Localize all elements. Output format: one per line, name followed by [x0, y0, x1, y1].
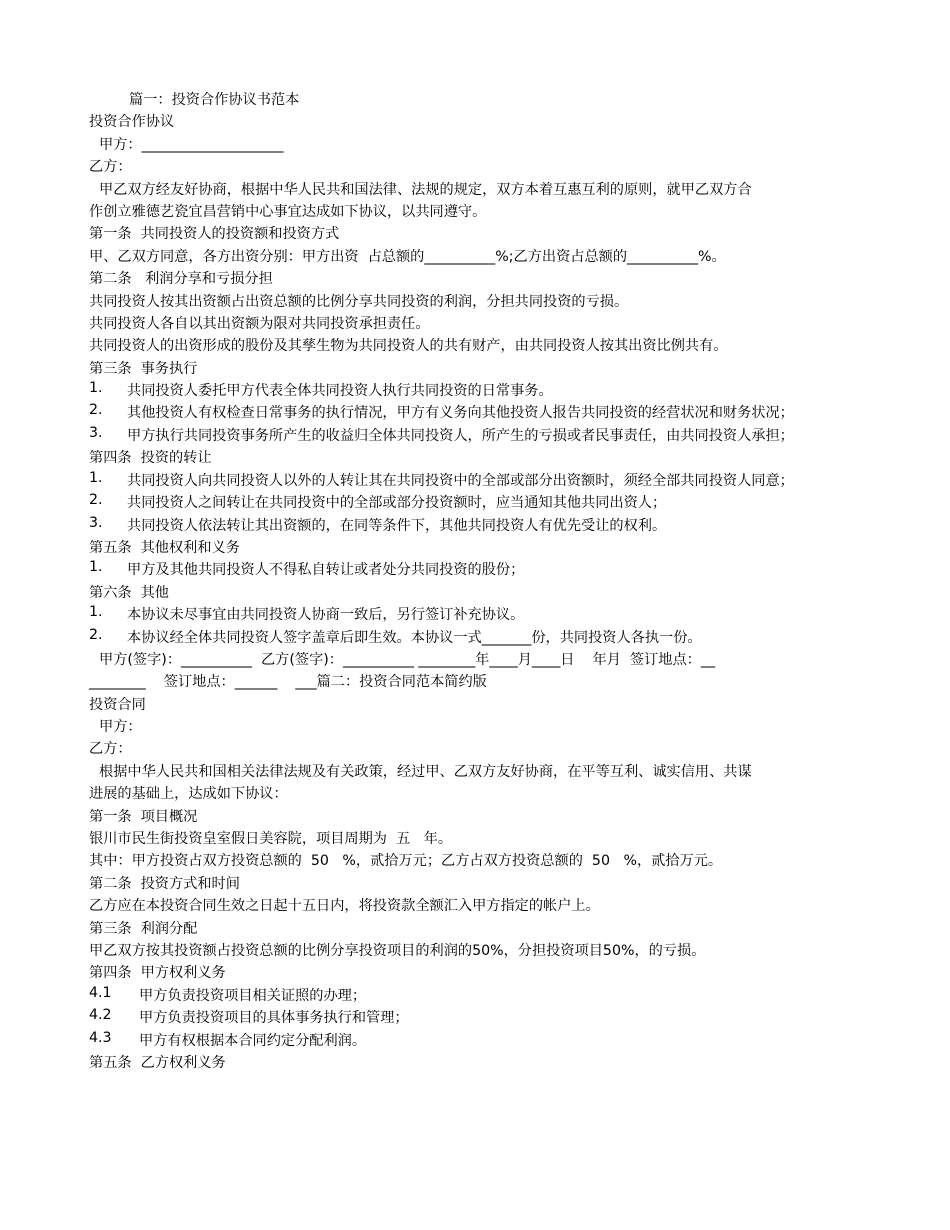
- clause-1-paragraph: 银川市民生街投资皇室假日美容院，项目周期为 五 年。: [89, 831, 453, 848]
- list-item-text: 甲方负责投资项目相关证照的办理；: [139, 987, 367, 1004]
- list-item: [89, 515, 870, 537]
- document-title: 篇一：投资合作协议书范本: [129, 92, 300, 108]
- clause-2-title: 第二条 投资方式和时间: [89, 875, 240, 892]
- list-item-text: 甲方执行共同投资事务所产生的收益归全体共同投资人，所产生的亏损或者民事责任，由共同投资人承担；: [127, 427, 794, 444]
- list-item-text: 共同投资人委托甲方代表全体共同投资人执行共同投资的日常事务。: [127, 383, 553, 400]
- article-6-title: 第六条 其他: [89, 584, 169, 601]
- article-2-title: 第二条 利润分享和亏损分担: [89, 271, 273, 288]
- clause-1-paragraph: 其中：甲方投资占双方投资总额的 50 %，贰拾万元；乙方占双方投资总额的 50 %，贰拾万元。: [89, 853, 723, 870]
- list-item: [89, 380, 870, 402]
- list-item-number: 1.: [89, 469, 103, 486]
- list-item: [89, 402, 870, 424]
- list-item-text: 共同投资人依法转让其出资额的，在同等条件下，其他共同投资人有优先受让的权利。: [127, 517, 667, 534]
- party-a-line: 甲方：____________________: [99, 136, 284, 153]
- clause-3-title: 第三条 利润分配: [89, 920, 198, 937]
- list-item-text: 本协议未尽事宜由共同投资人协商一致后，另行签订补充协议。: [127, 607, 525, 624]
- intro-paragraph-line-2: 作创立雅德艺瓷宜昌营销中心事宜达成如下协议，以共同遵守。: [89, 203, 487, 220]
- article-2-paragraph: 共同投资人的出资形成的股份及其孳生物为共同投资人的共有财产，由共同投资人按其出资比例共有。: [89, 338, 728, 355]
- contract-intro-line-2: 进展的基础上，达成如下协议：: [89, 786, 288, 803]
- article-5-title: 第五条 其他权利和义务: [89, 539, 240, 556]
- list-item: [89, 470, 870, 492]
- list-item: [89, 559, 870, 581]
- list-item-number: 4.2: [89, 1007, 112, 1024]
- list-item: [89, 425, 870, 447]
- list-item-number: 4.1: [89, 984, 112, 1001]
- list-item: [89, 1030, 870, 1052]
- list-item-text: 其他投资人有权检查日常事务的执行情况，甲方有义务向其他投资人报告共同投资的经营状况和财务状况；: [127, 405, 794, 422]
- list-item-text: 甲方及其他共同投资人不得私自转让或者处分共同投资的股份；: [127, 562, 525, 579]
- list-item-number: 1.: [89, 604, 103, 621]
- article-1-title: 第一条 共同投资人的投资额和投资方式: [89, 226, 340, 243]
- clause-5-title: 第五条 乙方权利义务: [89, 1054, 226, 1071]
- list-item-text: 共同投资人向共同投资人以外的人转让其在共同投资中的全部或部分出资额时，须经全部共同投资人同意；: [127, 472, 794, 489]
- list-item: [89, 604, 870, 626]
- party-b-line: 乙方：: [89, 159, 132, 176]
- clause-1-title: 第一条 项目概况: [89, 808, 198, 825]
- list-item: [89, 492, 870, 514]
- list-item-number: 3.: [89, 514, 103, 531]
- article-2-paragraph: 共同投资人按其出资额占出资总额的比例分享共同投资的利润，分担共同投资的亏损。: [89, 293, 629, 310]
- clause-4-title: 第四条 甲方权利义务: [89, 965, 226, 982]
- list-item-number: 2.: [89, 402, 103, 419]
- list-item-number: 3.: [89, 424, 103, 441]
- intro-paragraph-line-1: 甲乙双方经友好协商，根据中华人民共和国法律、法规的规定，双方本着互惠互利的原则，就甲乙双方合: [99, 181, 752, 198]
- agreement-heading: 投资合作协议: [89, 114, 175, 131]
- list-item-number: 4.3: [89, 1029, 112, 1046]
- list-item-text: 甲方有权根据本合同约定分配利润。: [139, 1032, 367, 1049]
- list-item-number: 2.: [89, 626, 103, 643]
- list-item-number: 1.: [89, 380, 103, 397]
- list-item: [89, 627, 870, 649]
- article-1-text: 甲、乙双方同意，各方出资分别：甲方出资 占总额的__________%;乙方出资占总额的__________%。: [89, 248, 726, 265]
- party-b-line: 乙方：: [89, 741, 132, 758]
- list-item-number: 2.: [89, 492, 103, 509]
- list-item-number: 1.: [89, 559, 103, 576]
- clause-2-paragraph: 乙方应在本投资合同生效之日起十五日内，将投资款全额汇入甲方指定的帐户上。: [89, 898, 600, 915]
- list-item-text: 共同投资人之间转让在共同投资中的全部或部分投资额时，应当通知其他共同出资人；: [127, 495, 667, 512]
- article-3-title: 第三条 事务执行: [89, 360, 198, 377]
- list-item-text: 本协议经全体共同投资人签字盖章后即生效。本协议一式_______份，共同投资人各执一份。: [127, 629, 702, 646]
- clause-3-paragraph: 甲乙双方按其投资额占投资总额的比例分享投资项目的利润的50%，分担投资项目50%，的亏损。: [89, 942, 706, 959]
- article-4-title: 第四条 投资的转让: [89, 450, 212, 467]
- list-item-text: 甲方负责投资项目的具体事务执行和管理；: [139, 1010, 409, 1027]
- list-item: [89, 1007, 870, 1029]
- signature-line: 甲方(签字)：__________ 乙方(签字)：__________ ________年____月____日 年月 签订地点：__: [99, 651, 716, 668]
- signature-line-continued: ________ 签订地点：______ ___篇二：投资合同范本简约版: [89, 674, 487, 691]
- list-item: [89, 985, 870, 1007]
- article-2-paragraph: 共同投资人各自以其出资额为限对共同投资承担责任。: [89, 315, 430, 332]
- party-a-line: 甲方：: [99, 719, 142, 736]
- contract-intro-line-1: 根据中华人民共和国相关法律法规及有关政策，经过甲、乙双方友好协商，在平等互利、诚实信用、共谋: [99, 763, 752, 780]
- contract-heading: 投资合同: [89, 696, 146, 713]
